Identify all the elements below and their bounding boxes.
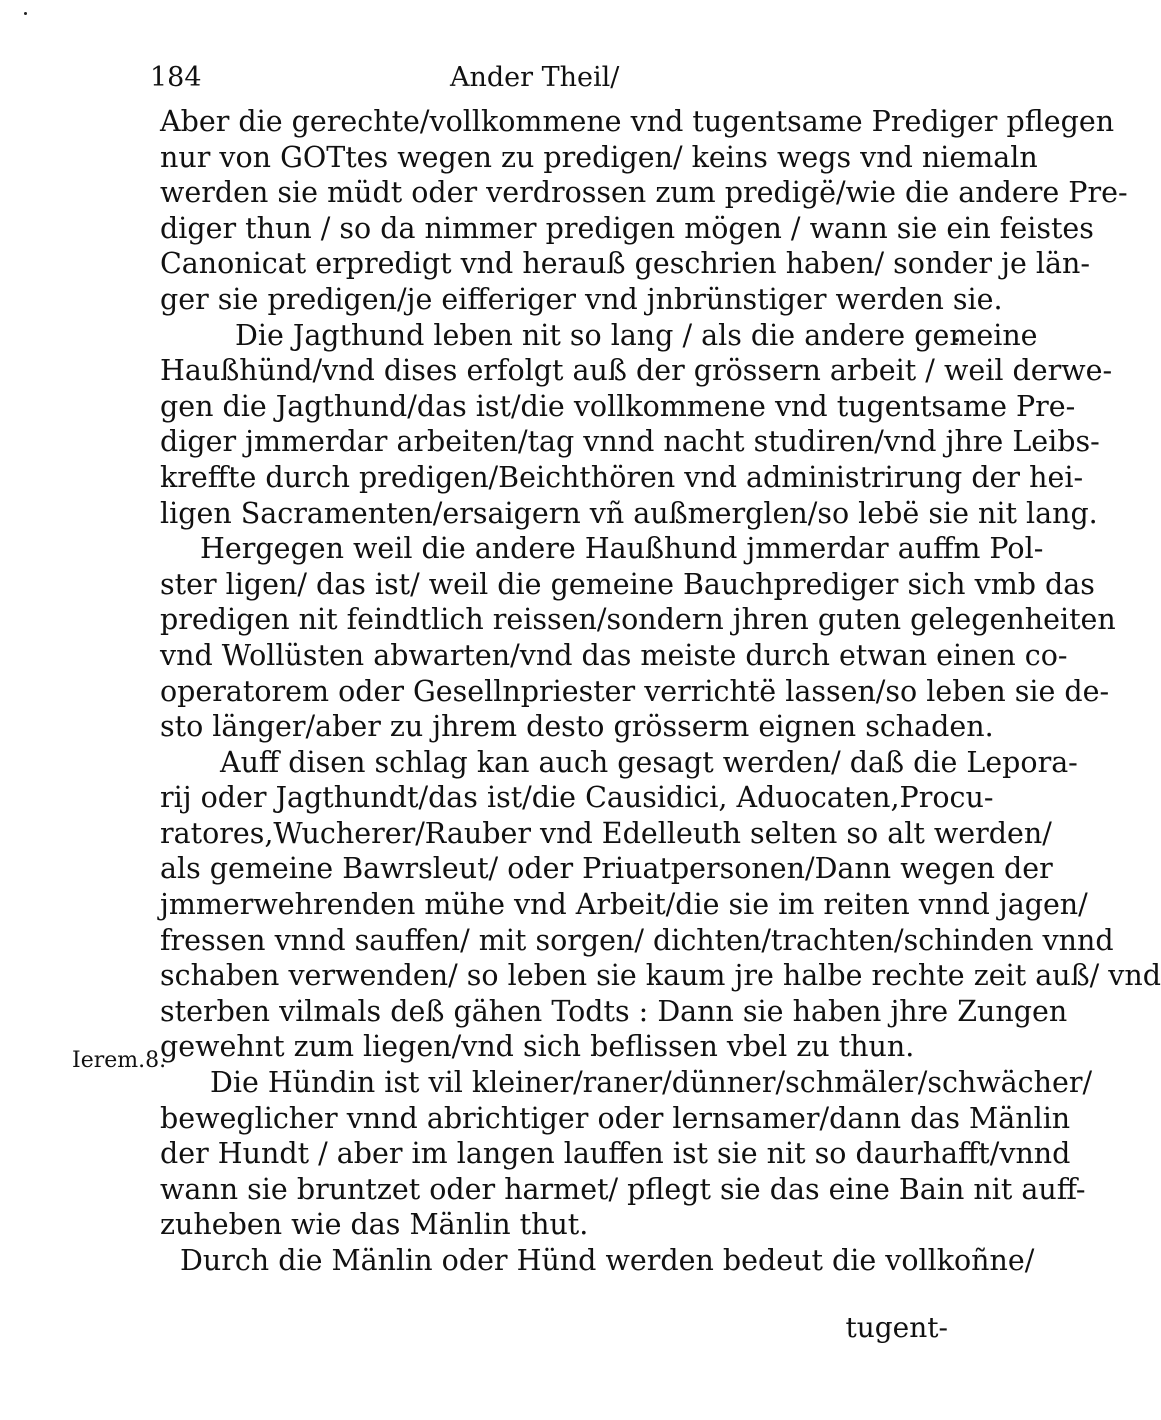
text-line: ger sie predigen/je eifferiger vnd jnbrünstiger werden sie. (160, 282, 1003, 316)
catchword: tugent- (845, 1311, 948, 1344)
text-line: schaben verwenden/ so leben sie kaum jre halbe rechte zeit auß/ vnd (160, 959, 1161, 993)
body-text (160, 104, 1161, 1279)
text-line: gen die Jagthund/das ist/die vollkommene vnd tugentsame Pre- (160, 389, 1076, 423)
text-line: kreffte durch predigen/Beichthören vnd administrirung der hei- (160, 460, 1084, 494)
text-line: predigen nit feindtlich reissen/sondern jhren guten gelegenheiten (160, 603, 1116, 637)
text-line: rij oder Jagthundt/das ist/die Causidici, Aduocaten,Procu- (160, 781, 994, 815)
text-line: beweglicher vnnd abrichtiger oder lernsamer/dann das Mänlin (160, 1101, 1071, 1135)
text-line: gewehnt zum liegen/vnd sich beflissen vbel zu thun. (160, 1030, 915, 1064)
text-line: Hergegen weil die andere Haußhund jmmerdar auffm Pol- (200, 532, 1044, 566)
page-header (150, 58, 910, 98)
text-line: Auff disen schlag kan auch gesagt werden/ daß die Lepora- (220, 745, 1078, 779)
text-line: ratores,Wucherer/Rauber vnd Edelleuth selten so alt werden/ (160, 816, 1052, 850)
text-line: ligen Sacramenten/ersaigern vñ außmerglen/so lebë sie nit lang. (160, 496, 1098, 530)
text-line: Aber die gerechte/vollkommene vnd tugentsame Prediger pflegen (160, 105, 1115, 138)
text-line: Durch die Mänlin oder Hünd werden bedeut die vollkoñne/ (180, 1244, 1035, 1277)
text-line: als gemeine Bawrsleut/ oder Priuatpersonen/Dann wegen der (160, 852, 1053, 886)
running-head: Ander Theil/ (450, 62, 620, 93)
text-line: operatorem oder Gesellnpriester verrichtë lassen/so leben sie de- (160, 674, 1110, 708)
text-line: sterben vilmals deß gähen Todts : Dann sie haben jhre Zungen (160, 994, 1068, 1028)
text-line: wann sie bruntzet oder harmet/ pflegt sie das eine Bain nit auff- (160, 1172, 1086, 1206)
text-line: ster ligen/ das ist/ weil die gemeine Bauchprediger sich vmb das (160, 567, 1095, 601)
text-line: Die Jagthund leben nit so lang / als die andere gemeine (235, 318, 1038, 352)
text-line: Haußhünd/vnd dises erfolgt auß der grössern arbeit / weil derwe- (160, 354, 1113, 388)
text-line: der Hundt / aber im langen lauffen ist sie nit so daurhafft/vnnd (160, 1137, 1071, 1171)
text-line: sto länger/aber zu jhrem desto grösserm eignen schaden. (160, 710, 994, 744)
margin-note: Ierem.8. (72, 1048, 167, 1073)
text-line: werden sie müdt oder verdrossen zum predigë/wie die andere Pre- (160, 176, 1128, 210)
speck-mark (24, 12, 27, 15)
text-line: nur von GOTtes wegen zu predigen/ keins wegs vnd niemaln (160, 140, 1038, 174)
text-line: Die Hündin ist vil kleiner/raner/dünner/schmäler/schwächer/ (210, 1066, 1093, 1100)
text-line: jmmerwehrenden mühe vnd Arbeit/die sie im reiten vnnd jagen/ (160, 888, 1088, 922)
text-line: Canonicat erpredigt vnd herauß geschrien haben/ sonder je län- (160, 247, 1090, 281)
text-line: fressen vnnd sauffen/ mit sorgen/ dichten/trachten/schinden vnnd (160, 923, 1114, 957)
text-line: diger jmmerdar arbeiten/tag vnnd nacht studiren/vnd jhre Leibs- (160, 425, 1100, 459)
text-line: diger thun / so da nimmer predigen mögen / wann sie ein feistes (160, 211, 1094, 245)
text-line: vnd Wollüsten abwarten/vnd das meiste durch etwan einen co- (160, 638, 1068, 672)
page-number: 184 (150, 62, 202, 93)
text-line: zuheben wie das Mänlin thut. (160, 1208, 589, 1242)
